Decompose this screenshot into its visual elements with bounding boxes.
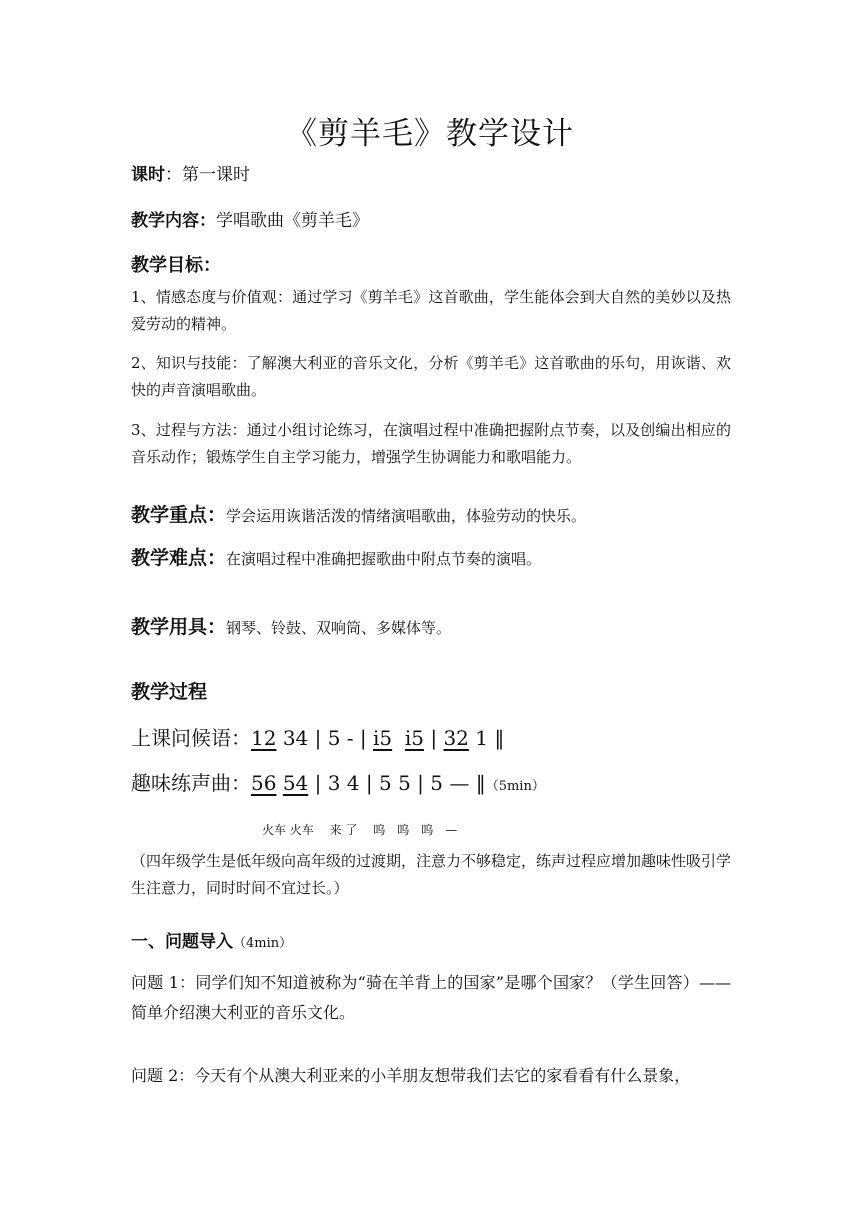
warmup-lyrics: 火车 火车 来 了 呜 呜 呜 —	[262, 823, 458, 837]
greeting-note-7: 1 ‖	[475, 726, 505, 750]
warmup-note-5: 5 — ‖	[430, 771, 486, 795]
warmup-note-1: 56	[251, 771, 277, 795]
lesson-line	[131, 160, 250, 185]
key-point-line	[131, 500, 586, 527]
process-heading: 教学过程	[131, 681, 208, 703]
content-line	[131, 206, 369, 231]
lesson-label: 课时	[131, 165, 165, 185]
section-1-time: （4min）	[233, 936, 293, 951]
objective-item-3: 3、过程与方法：通过小组讨论练习，在演唱过程中准确把握附点节奏，以及创编出相应的音乐动作；锻炼学生自主学习能力，增强学生协调能力和歌唱能力。	[131, 421, 731, 466]
content-label: 教学内容：	[131, 211, 216, 231]
warmup-time: （5min）	[485, 779, 545, 794]
warmup-note-2: 54	[282, 771, 309, 795]
objective-item-1: 1、情感态度与价值观：通过学习《剪羊毛》这首歌曲，学生能体会到大自然的美妙以及热爱劳动的精神。	[131, 288, 731, 333]
lesson-sep: ：	[165, 165, 182, 185]
difficulty-label: 教学难点：	[131, 547, 227, 569]
page-title: 《剪羊毛》教学设计	[286, 116, 574, 152]
greeting-note-4: i5	[373, 726, 393, 750]
key-point-label: 教学重点：	[131, 504, 227, 526]
question-2: 问题 2：今天有个从澳大利亚来的小羊朋友想带我们去它的家看看有什么景象，	[131, 1066, 691, 1085]
objective-item-2: 2、知识与技能：了解澳大利亚的音乐文化，分析《剪羊毛》这首歌曲的乐句，用诙谐、欢快的声音演唱歌曲。	[131, 354, 731, 399]
warmup-note-3: 3 4	[327, 771, 360, 795]
greeting-line: 上课问候语：12 34 | 5 - | i5 i5 | 32 1 ‖	[131, 726, 505, 750]
greeting-note-3: 5 -	[327, 726, 354, 750]
greeting-note-1: 12	[251, 726, 277, 750]
section-1-label: 一、问题导入	[131, 932, 233, 952]
warmup-note-4: 5 5	[378, 771, 411, 795]
warmup-line: 趣味练声曲：56 54 | 3 4 | 5 5 | 5 — ‖（5min）	[131, 771, 545, 795]
tools-line	[131, 612, 451, 639]
greeting-note-5: i5	[404, 726, 424, 750]
content-value: 学唱歌曲《剪羊毛》	[216, 211, 369, 231]
key-point-value: 学会运用诙谐活泼的情绪演唱歌曲，体验劳动的快乐。	[226, 507, 587, 525]
warmup-label: 趣味练声曲：	[131, 771, 251, 795]
question-1: 问题 1：同学们知不知道被称为“骑在羊背上的国家”是哪个国家？（学生回答）——简单介绍澳大利亚的音乐文化。	[131, 973, 731, 1022]
warmup-note: （四年级学生是低年级向高年级的过渡期，注意力不够稳定，练声过程应增加趣味性吸引学生注意力，同时时间不宜过长。）	[131, 852, 732, 897]
difficulty-value: 在演唱过程中准确把握歌曲中附点节奏的演唱。	[226, 550, 542, 568]
difficulty-line	[131, 543, 541, 570]
tools-value: 钢琴、铃鼓、双响筒、多媒体等。	[226, 619, 452, 637]
lesson-value: 第一课时	[182, 165, 250, 185]
greeting-note-2: 34	[282, 726, 309, 750]
section-1-heading	[131, 927, 292, 952]
tools-label: 教学用具：	[131, 616, 227, 638]
objectives-heading: 教学目标：	[131, 255, 221, 276]
greeting-label: 上课问候语：	[131, 726, 251, 750]
greeting-note-6: 32	[443, 726, 469, 750]
